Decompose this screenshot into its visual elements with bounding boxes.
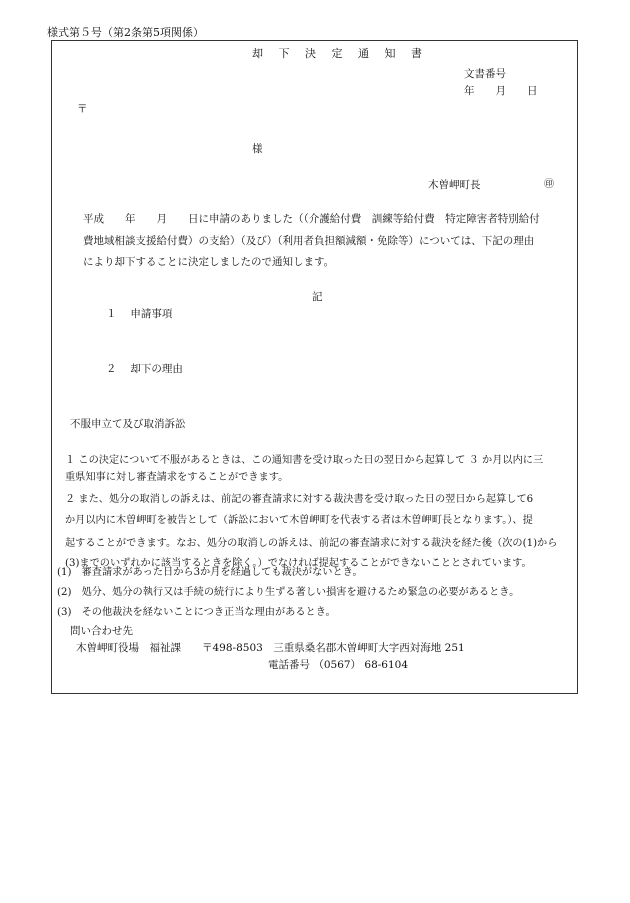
note-line: ２ また、処分の取消しの訴えは、前記の審査請求に対する裁決書を受け取った日の翌日から起算して6 xyxy=(65,494,534,505)
body-line: 平成 年 月 日に申請のありました（（介護給付費 訓練等給付費 特定障害者特別給付 xyxy=(83,213,540,225)
note-line: １ この決定について不服があるときは、この通知書を受け取った日の翌日から起算して ３ か月以内に三 xyxy=(65,455,544,466)
postal-mark: 〒 xyxy=(77,103,88,115)
list-item: (3) その他裁決を経ないことにつき正当な理由があるとき。 xyxy=(57,607,336,618)
note-line: 起することができます。なお、処分の取消しの訴えは、前記の審査請求に対する裁決を経た後（次の(1)から(3)までのいずれかに該当するときを除く。）でなければ提起することができないこととされています。 xyxy=(65,538,558,569)
addressee-suffix: 様 xyxy=(252,143,263,155)
issuer-name: 木曽岬町長 xyxy=(428,179,481,191)
seal-mark: ㊞ xyxy=(544,179,554,190)
contact-heading: 問い合わせ先 xyxy=(70,625,133,637)
section-application-items: １ 申請事項 xyxy=(106,308,173,320)
section-rejection-reason: ２ 却下の理由 xyxy=(106,363,183,375)
list-item: (2) 処分、処分の執行又は手続の続行により生ずる著しい損害を避けるため緊急の必要があるとき。 xyxy=(57,587,520,598)
note-line: か月以内に木曽岬町を被告として（訴訟において木曽岬町を代表する者は木曽岬町長となります。）、提 xyxy=(65,515,533,526)
appeal-heading: 不服申立て及び取消訴訟 xyxy=(70,418,186,430)
note-line: 重県知事に対し審査請求をすることができます。 xyxy=(65,472,289,483)
document-title: 却 下 決 定 通 知 書 xyxy=(252,47,428,60)
body-line: 費地域相談支援給付費）の支給）（及び）（利用者負担額減額・免除等）については、下記の理由 xyxy=(83,235,535,247)
list-item: (1) 審査請求があった日から3か月を経過しても裁決がないとき。 xyxy=(57,567,363,578)
document-number-label: 文書番号 xyxy=(464,68,506,80)
date-line: 年 月 日 xyxy=(464,85,538,97)
contact-line: 木曽岬町役場 福祉課 〒498-8503 三重県桑名郡木曽岬町大字西対海地 251 xyxy=(76,642,465,654)
form-number: 様式第５号（第2条第5項関係） xyxy=(47,26,204,39)
notice-frame xyxy=(51,40,578,694)
phone-line: 電話番号 （0567） 68-6104 xyxy=(268,659,409,671)
body-line: により却下することに決定しましたので通知します。 xyxy=(83,256,335,268)
ki-heading: 記 xyxy=(312,291,323,303)
